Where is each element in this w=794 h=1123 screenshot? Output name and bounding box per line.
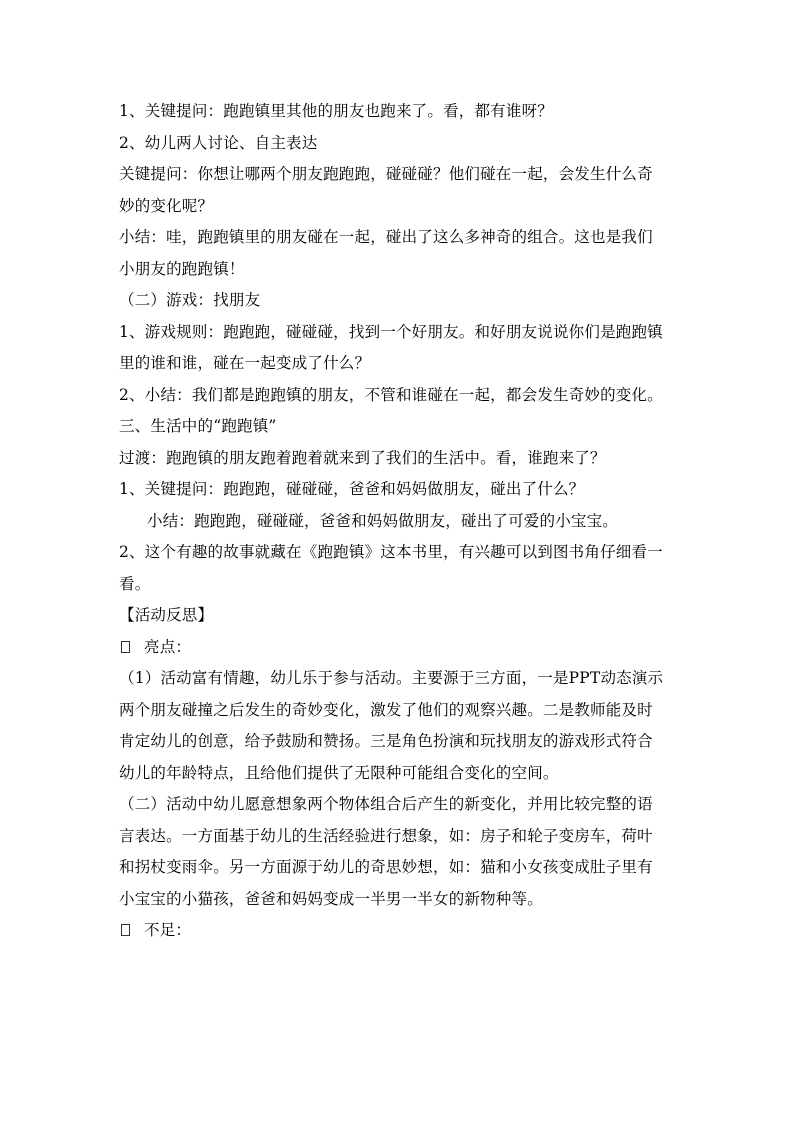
- text-line: 2、小结：我们都是跑跑镇的朋友，不管和谁碰在一起，都会发生奇妙的变化。: [119, 385, 663, 404]
- text-line: 肯定幼儿的创意，给予鼓励和赞扬。三是角色扮演和玩找朋友的游戏形式符合: [119, 732, 653, 750]
- text-line: 言表达。一方面基于幼儿的生活经验进行想象，如：房子和轮子变房车，荷叶: [119, 826, 653, 845]
- text-line: 过渡：跑跑镇的朋友跑着跑着就来到了我们的生活中。看，谁跑来了？: [119, 448, 606, 467]
- text-line: （二）活动中幼儿愿意想象两个物体组合后产生的新变化，并用比较完整的语: [119, 795, 653, 813]
- text-line: 幼儿的年龄特点，且给他们提供了无限种可能组合变化的空间。: [119, 763, 559, 782]
- bullet-item-highlights: [119, 632, 679, 664]
- text-line: 2、幼儿两人讨论、自主表达: [119, 133, 318, 152]
- text-line: 小朋友的跑跑镇！: [119, 259, 245, 278]
- bullet-item-shortcomings: [119, 915, 679, 947]
- text-line: 2、这个有趣的故事就藏在《跑跑镇》这本书里，有兴趣可以到图书角仔细看一: [119, 543, 663, 561]
- bullet-box-icon: [121, 641, 130, 653]
- text-line: 1、游戏规则：跑跑跑，碰碰碰，找到一个好朋友。和好朋友说说你们是跑跑镇: [119, 322, 663, 341]
- text-line: 小结：跑跑跑，碰碰碰，爸爸和妈妈做朋友，碰出了可爱的小宝宝。: [147, 511, 619, 530]
- text-line: 小结：哇，跑跑镇里的朋友碰在一起，碰出了这么多神奇的组合。这也是我们: [119, 228, 653, 246]
- bullet-box-icon: [121, 924, 130, 936]
- text-line: 看。: [119, 574, 151, 593]
- text-line: （1）活动富有情趣，幼儿乐于参与活动。主要源于三方面，一是PPT动态演示: [119, 669, 664, 687]
- bullet-label: 亮点：: [144, 637, 192, 656]
- document-body: [119, 96, 679, 947]
- section-heading: 三、生活中的“跑跑镇”: [119, 417, 277, 435]
- section-heading: （二）游戏：找朋友: [119, 291, 261, 309]
- text-line: 里的谁和谁，碰在一起变成了什么？: [119, 354, 371, 372]
- bullet-label: 不足：: [144, 921, 192, 939]
- text-line: 小宝宝的小猫孩，爸爸和妈妈变成一半男一半女的新物种等。: [119, 889, 543, 908]
- text-line: 妙的变化呢？: [119, 196, 214, 215]
- text-line: 关键提问：你想让哪两个朋友跑跑跑，碰碰碰？他们碰在一起，会发生什么奇: [119, 165, 653, 183]
- section-heading: 【活动反思】: [119, 606, 214, 624]
- text-line: 两个朋友碰撞之后发生的奇妙变化，激发了他们的观察兴趣。二是教师能及时: [119, 700, 653, 719]
- text-line: 1、关键提问：跑跑跑，碰碰碰，爸爸和妈妈做朋友，碰出了什么？: [119, 480, 585, 498]
- text-line: 1、关键提问：跑跑镇里其他的朋友也跑来了。看，都有谁呀？: [119, 102, 553, 120]
- text-line: 和拐杖变雨伞。另一方面源于幼儿的奇思妙想，如：猫和小女孩变成肚子里有: [119, 858, 653, 876]
